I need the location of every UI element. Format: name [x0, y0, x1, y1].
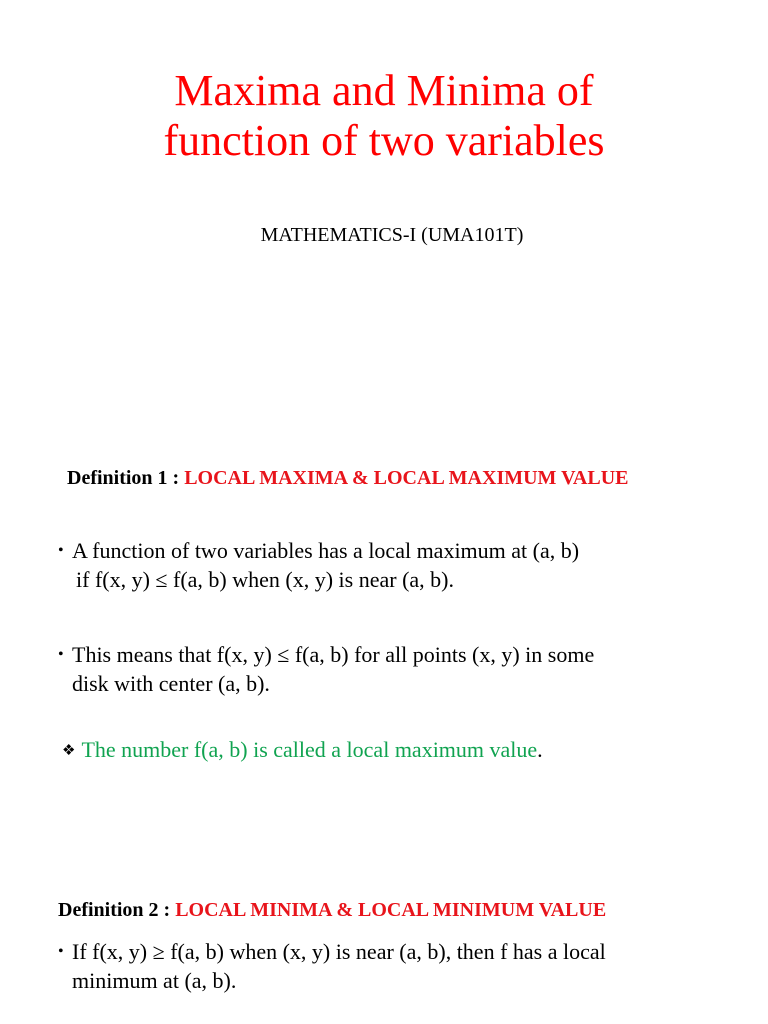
definition-1-title: LOCAL MAXIMA & LOCAL MAXIMUM VALUE	[184, 467, 629, 489]
bullet-local-minimum	[58, 937, 748, 995]
definition-2-heading	[58, 896, 738, 925]
definitions-slide	[0, 440, 768, 1024]
title-slide	[0, 0, 768, 420]
bullet-dot-icon: •	[58, 542, 64, 559]
course-subtitle: MATHEMATICS-I (UMA101T)	[260, 224, 524, 246]
bullet-line-2: minimum at (a, b).	[72, 968, 237, 993]
local-maximum-value-note	[62, 735, 742, 766]
definition-2-title: LOCAL MINIMA & LOCAL MINIMUM VALUE	[175, 899, 607, 921]
bullet-text	[58, 937, 748, 995]
bullet-dot-icon: •	[58, 646, 64, 663]
bullet-line-1: A function of two variables has a local maximum at (a, b)	[72, 538, 580, 563]
bullet-local-maximum	[58, 536, 728, 594]
bullet-line-2: if f(x, y) ≤ f(a, b) when (x, y) is near (a, b).	[76, 567, 454, 592]
bullet-text	[58, 640, 728, 698]
bullet-dot-icon: •	[58, 943, 64, 960]
slide-title	[0, 66, 768, 166]
note-text: The number f(a, b) is called a local maximum value	[81, 737, 538, 762]
bullet-text	[58, 536, 728, 594]
bullet-line-1: If f(x, y) ≥ f(a, b) when (x, y) is near (a, b), then f has a local	[72, 939, 606, 964]
diamond-bullet-icon: ❖	[62, 743, 76, 759]
definition-1-label: Definition 1 :	[67, 467, 185, 489]
bullet-line-2: disk with center (a, b).	[72, 671, 270, 696]
definition-2-label: Definition 2 :	[58, 899, 176, 921]
bullet-disk-meaning	[58, 640, 728, 698]
note-period: .	[537, 737, 543, 762]
title-line-1: Maxima and Minima of	[174, 66, 594, 115]
title-line-2: function of two variables	[163, 116, 605, 165]
definition-1-heading	[58, 464, 718, 493]
bullet-line-1: This means that f(x, y) ≤ f(a, b) for all points (x, y) in some	[72, 642, 595, 667]
